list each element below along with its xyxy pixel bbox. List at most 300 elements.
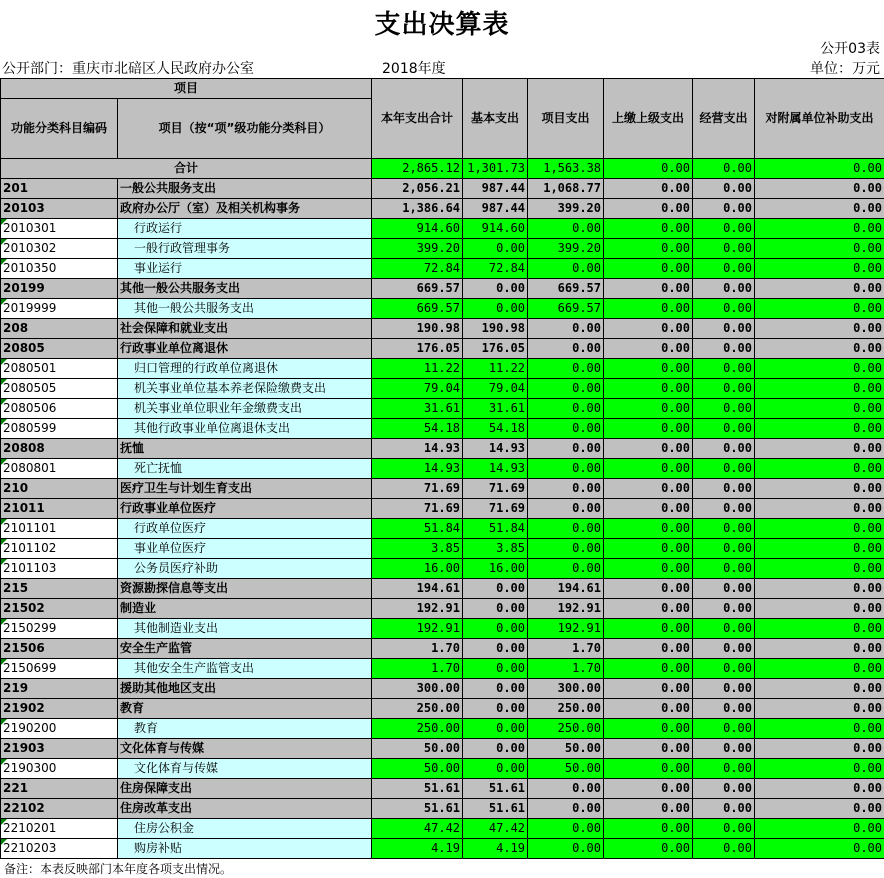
row-value: 0.00 <box>604 559 693 579</box>
row-value: 190.98 <box>463 319 528 339</box>
table-row <box>1 619 884 639</box>
row-value: 0.00 <box>755 759 884 779</box>
row-name: 行政单位医疗 <box>118 519 372 539</box>
header-subsidy: 对附属单位补助支出 <box>755 79 884 159</box>
header-project-expenditure: 项目支出 <box>528 79 604 159</box>
row-value: 0.00 <box>755 259 884 279</box>
row-value: 0.00 <box>528 539 604 559</box>
row-value: 0.00 <box>755 279 884 299</box>
row-value: 0.00 <box>604 579 693 599</box>
row-value: 914.60 <box>372 219 463 239</box>
row-name: 安全生产监管 <box>118 639 372 659</box>
row-value: 0.00 <box>528 779 604 799</box>
row-value: 0.00 <box>604 439 693 459</box>
row-value: 72.84 <box>463 259 528 279</box>
row-value: 0.00 <box>693 439 755 459</box>
row-value: 0.00 <box>755 179 884 199</box>
table-row <box>1 499 884 519</box>
table-row <box>1 579 884 599</box>
table-row <box>1 519 884 539</box>
row-value: 0.00 <box>528 819 604 839</box>
row-value: 0.00 <box>693 639 755 659</box>
table-row <box>1 319 884 339</box>
table-row <box>1 379 884 399</box>
row-value: 0.00 <box>604 179 693 199</box>
row-value: 250.00 <box>528 699 604 719</box>
row-value: 669.57 <box>528 299 604 319</box>
header-name: 项目（按“项”级功能分类科目） <box>118 99 372 159</box>
row-code: 219 <box>1 679 118 699</box>
table-row <box>1 559 884 579</box>
row-name: 教育 <box>118 699 372 719</box>
row-value: 0.00 <box>604 459 693 479</box>
total-cell: 0.00 <box>755 159 884 179</box>
row-value: 0.00 <box>604 479 693 499</box>
row-value: 0.00 <box>693 779 755 799</box>
row-code: 2080506 <box>1 399 118 419</box>
row-value: 0.00 <box>528 499 604 519</box>
row-value: 0.00 <box>528 799 604 819</box>
department-label: 公开部门：重庆市北碚区人民政府办公室 <box>2 61 254 77</box>
row-value: 914.60 <box>463 219 528 239</box>
row-value: 0.00 <box>755 379 884 399</box>
row-name: 社会保障和就业支出 <box>118 319 372 339</box>
row-value: 0.00 <box>693 739 755 759</box>
row-value: 0.00 <box>693 399 755 419</box>
row-value: 2,056.21 <box>372 179 463 199</box>
row-code: 2150299 <box>1 619 118 639</box>
row-value: 0.00 <box>755 399 884 419</box>
row-value: 0.00 <box>463 599 528 619</box>
row-value: 0.00 <box>693 479 755 499</box>
row-name: 住房公积金 <box>118 819 372 839</box>
table-row <box>1 839 884 859</box>
row-value: 0.00 <box>693 359 755 379</box>
row-value: 0.00 <box>693 219 755 239</box>
row-value: 0.00 <box>693 619 755 639</box>
row-value: 0.00 <box>604 599 693 619</box>
row-value: 0.00 <box>693 179 755 199</box>
table-row <box>1 699 884 719</box>
row-value: 0.00 <box>755 679 884 699</box>
row-name: 其他安全生产监管支出 <box>118 659 372 679</box>
row-value: 0.00 <box>693 319 755 339</box>
row-name: 抚恤 <box>118 439 372 459</box>
row-value: 0.00 <box>463 699 528 719</box>
row-name: 援助其他地区支出 <box>118 679 372 699</box>
row-value: 0.00 <box>755 459 884 479</box>
row-value: 987.44 <box>463 179 528 199</box>
table-row <box>1 259 884 279</box>
row-value: 0.00 <box>755 199 884 219</box>
row-value: 1.70 <box>372 639 463 659</box>
header-upper: 上缴上级支出 <box>604 79 693 159</box>
row-value: 0.00 <box>604 259 693 279</box>
row-value: 0.00 <box>463 679 528 699</box>
row-value: 0.00 <box>693 679 755 699</box>
row-value: 0.00 <box>755 599 884 619</box>
table-row <box>1 679 884 699</box>
row-value: 0.00 <box>693 239 755 259</box>
row-value: 0.00 <box>604 619 693 639</box>
row-name: 文化体育与传媒 <box>118 759 372 779</box>
row-value: 0.00 <box>693 699 755 719</box>
row-value: 11.22 <box>463 359 528 379</box>
row-code: 2080599 <box>1 419 118 439</box>
row-code: 21506 <box>1 639 118 659</box>
table-row <box>1 419 884 439</box>
row-value: 0.00 <box>528 519 604 539</box>
row-value: 4.19 <box>463 839 528 859</box>
row-value: 0.00 <box>604 359 693 379</box>
row-value: 0.00 <box>604 799 693 819</box>
row-value: 190.98 <box>372 319 463 339</box>
row-value: 0.00 <box>528 319 604 339</box>
row-code: 2101102 <box>1 539 118 559</box>
total-cell: 2,865.12 <box>372 159 463 179</box>
page-title: 支出决算表 <box>374 10 510 40</box>
header-code: 功能分类科目编码 <box>1 99 118 159</box>
row-value: 0.00 <box>604 239 693 259</box>
row-code: 208 <box>1 319 118 339</box>
row-name: 公务员医疗补助 <box>118 559 372 579</box>
table-row <box>1 339 884 359</box>
row-value: 669.57 <box>372 299 463 319</box>
table-row <box>1 599 884 619</box>
row-value: 0.00 <box>604 279 693 299</box>
row-value: 0.00 <box>693 259 755 279</box>
row-name: 机关事业单位职业年金缴费支出 <box>118 399 372 419</box>
row-name: 行政运行 <box>118 219 372 239</box>
row-value: 192.91 <box>372 619 463 639</box>
row-value: 1.70 <box>372 659 463 679</box>
row-value: 0.00 <box>693 759 755 779</box>
row-value: 0.00 <box>528 379 604 399</box>
row-value: 71.69 <box>463 479 528 499</box>
row-value: 0.00 <box>604 679 693 699</box>
row-value: 0.00 <box>755 699 884 719</box>
row-value: 0.00 <box>755 359 884 379</box>
row-value: 0.00 <box>604 379 693 399</box>
row-value: 669.57 <box>372 279 463 299</box>
row-value: 0.00 <box>755 839 884 859</box>
table-row <box>1 439 884 459</box>
row-value: 0.00 <box>693 719 755 739</box>
row-value: 194.61 <box>528 579 604 599</box>
row-name: 教育 <box>118 719 372 739</box>
row-value: 300.00 <box>372 679 463 699</box>
row-code: 2190200 <box>1 719 118 739</box>
row-value: 0.00 <box>755 519 884 539</box>
header-basic: 基本支出 <box>463 79 528 159</box>
row-value: 0.00 <box>528 479 604 499</box>
row-value: 0.00 <box>604 299 693 319</box>
table-row <box>1 819 884 839</box>
row-value: 0.00 <box>604 499 693 519</box>
row-value: 51.84 <box>463 519 528 539</box>
row-value: 0.00 <box>755 719 884 739</box>
row-code: 20805 <box>1 339 118 359</box>
row-value: 0.00 <box>693 279 755 299</box>
row-value: 31.61 <box>463 399 528 419</box>
row-value: 0.00 <box>604 719 693 739</box>
row-code: 21011 <box>1 499 118 519</box>
row-value: 0.00 <box>693 419 755 439</box>
row-value: 0.00 <box>693 819 755 839</box>
total-cell: 0.00 <box>693 159 755 179</box>
row-value: 0.00 <box>528 259 604 279</box>
row-value: 16.00 <box>463 559 528 579</box>
row-name: 归口管理的行政单位离退休 <box>118 359 372 379</box>
row-code: 210 <box>1 479 118 499</box>
row-value: 0.00 <box>528 219 604 239</box>
row-value: 300.00 <box>528 679 604 699</box>
row-value: 0.00 <box>528 839 604 859</box>
row-value: 54.18 <box>372 419 463 439</box>
year-label: 2018年度 <box>382 61 446 77</box>
row-value: 250.00 <box>372 719 463 739</box>
table-row <box>1 459 884 479</box>
table-row <box>1 719 884 739</box>
row-value: 51.61 <box>372 799 463 819</box>
row-name: 事业运行 <box>118 259 372 279</box>
row-code: 2010350 <box>1 259 118 279</box>
header-operating: 经营支出 <box>693 79 755 159</box>
table-row <box>1 739 884 759</box>
table-row <box>1 359 884 379</box>
row-value: 0.00 <box>755 439 884 459</box>
row-name: 一般行政管理事务 <box>118 239 372 259</box>
row-name: 住房保障支出 <box>118 779 372 799</box>
table-code: 公开03表 <box>820 41 880 57</box>
row-code: 20199 <box>1 279 118 299</box>
row-value: 0.00 <box>693 599 755 619</box>
table-row <box>1 799 884 819</box>
table-row <box>1 239 884 259</box>
expenditure-table <box>0 78 884 859</box>
row-value: 399.20 <box>528 199 604 219</box>
row-value: 14.93 <box>372 459 463 479</box>
table-row <box>1 299 884 319</box>
row-value: 0.00 <box>693 579 755 599</box>
row-code: 2190300 <box>1 759 118 779</box>
row-value: 0.00 <box>755 419 884 439</box>
row-name: 行政事业单位医疗 <box>118 499 372 519</box>
row-value: 0.00 <box>528 459 604 479</box>
row-value: 0.00 <box>528 359 604 379</box>
row-value: 194.61 <box>372 579 463 599</box>
row-value: 0.00 <box>604 659 693 679</box>
row-value: 79.04 <box>463 379 528 399</box>
row-value: 0.00 <box>755 619 884 639</box>
row-value: 0.00 <box>463 239 528 259</box>
row-name: 政府办公厅（室）及相关机构事务 <box>118 199 372 219</box>
table-row <box>1 779 884 799</box>
row-value: 0.00 <box>463 619 528 639</box>
row-code: 2010302 <box>1 239 118 259</box>
row-code: 2080505 <box>1 379 118 399</box>
total-row <box>1 159 884 179</box>
row-value: 51.61 <box>372 779 463 799</box>
row-value: 4.19 <box>372 839 463 859</box>
row-value: 1,068.77 <box>528 179 604 199</box>
row-value: 176.05 <box>372 339 463 359</box>
table-row <box>1 399 884 419</box>
row-value: 71.69 <box>463 499 528 519</box>
row-value: 16.00 <box>372 559 463 579</box>
row-value: 0.00 <box>528 399 604 419</box>
row-value: 192.91 <box>372 599 463 619</box>
row-value: 0.00 <box>463 639 528 659</box>
row-value: 0.00 <box>604 699 693 719</box>
row-value: 3.85 <box>372 539 463 559</box>
footnote: 备注：本表反映部门本年度各项支出情况。 <box>4 862 233 876</box>
row-value: 0.00 <box>755 559 884 579</box>
row-value: 0.00 <box>755 779 884 799</box>
row-value: 0.00 <box>604 319 693 339</box>
row-value: 0.00 <box>463 759 528 779</box>
header-total: 本年支出合计 <box>372 79 463 159</box>
row-name: 文化体育与传媒 <box>118 739 372 759</box>
row-code: 201 <box>1 179 118 199</box>
row-code: 21902 <box>1 699 118 719</box>
row-value: 987.44 <box>463 199 528 219</box>
row-value: 0.00 <box>693 799 755 819</box>
row-value: 47.42 <box>372 819 463 839</box>
total-cell: 1,563.38 <box>528 159 604 179</box>
row-value: 0.00 <box>693 559 755 579</box>
row-value: 0.00 <box>604 779 693 799</box>
row-value: 250.00 <box>528 719 604 739</box>
row-code: 2150699 <box>1 659 118 679</box>
row-value: 0.00 <box>693 379 755 399</box>
row-value: 14.93 <box>372 439 463 459</box>
row-value: 31.61 <box>372 399 463 419</box>
row-name: 一般公共服务支出 <box>118 179 372 199</box>
table-row <box>1 639 884 659</box>
row-value: 14.93 <box>463 459 528 479</box>
row-value: 0.00 <box>528 439 604 459</box>
table-row <box>1 279 884 299</box>
table-row <box>1 659 884 679</box>
row-code: 21903 <box>1 739 118 759</box>
row-code: 221 <box>1 779 118 799</box>
table-row <box>1 219 884 239</box>
row-code: 2101103 <box>1 559 118 579</box>
row-value: 399.20 <box>372 239 463 259</box>
row-value: 250.00 <box>372 699 463 719</box>
table-row <box>1 479 884 499</box>
row-value: 0.00 <box>755 539 884 559</box>
row-value: 54.18 <box>463 419 528 439</box>
row-name: 制造业 <box>118 599 372 619</box>
row-name: 其他行政事业单位离退休支出 <box>118 419 372 439</box>
row-code: 2101101 <box>1 519 118 539</box>
row-value: 14.93 <box>463 439 528 459</box>
table-row <box>1 539 884 559</box>
row-value: 11.22 <box>372 359 463 379</box>
row-code: 20808 <box>1 439 118 459</box>
header-project: 项目 <box>1 79 372 99</box>
total-cell: 1,301.73 <box>463 159 528 179</box>
row-value: 192.91 <box>528 619 604 639</box>
row-code: 2010301 <box>1 219 118 239</box>
row-value: 0.00 <box>693 499 755 519</box>
row-value: 0.00 <box>463 659 528 679</box>
row-value: 176.05 <box>463 339 528 359</box>
row-value: 50.00 <box>528 739 604 759</box>
row-value: 0.00 <box>755 579 884 599</box>
row-value: 0.00 <box>604 419 693 439</box>
row-value: 0.00 <box>528 419 604 439</box>
row-value: 0.00 <box>604 339 693 359</box>
row-value: 79.04 <box>372 379 463 399</box>
row-code: 2210203 <box>1 839 118 859</box>
row-value: 47.42 <box>463 819 528 839</box>
row-value: 0.00 <box>604 519 693 539</box>
row-name: 其他制造业支出 <box>118 619 372 639</box>
row-value: 0.00 <box>693 519 755 539</box>
row-value: 0.00 <box>755 239 884 259</box>
row-value: 0.00 <box>755 639 884 659</box>
row-code: 21502 <box>1 599 118 619</box>
row-name: 机关事业单位基本养老保险缴费支出 <box>118 379 372 399</box>
row-value: 1.70 <box>528 659 604 679</box>
total-label: 合计 <box>1 159 372 179</box>
row-code: 2080501 <box>1 359 118 379</box>
row-name: 住房改革支出 <box>118 799 372 819</box>
row-value: 0.00 <box>693 839 755 859</box>
row-code: 20103 <box>1 199 118 219</box>
row-value: 0.00 <box>604 759 693 779</box>
row-value: 0.00 <box>693 299 755 319</box>
row-value: 0.00 <box>463 719 528 739</box>
row-value: 0.00 <box>463 579 528 599</box>
unit-label: 单位：万元 <box>810 61 880 77</box>
row-value: 51.61 <box>463 799 528 819</box>
table-row <box>1 759 884 779</box>
row-code: 2210201 <box>1 819 118 839</box>
row-value: 0.00 <box>755 339 884 359</box>
row-value: 51.84 <box>372 519 463 539</box>
row-name: 购房补贴 <box>118 839 372 859</box>
header-row-1 <box>1 79 884 99</box>
row-value: 0.00 <box>755 299 884 319</box>
row-value: 0.00 <box>528 559 604 579</box>
row-value: 0.00 <box>604 199 693 219</box>
row-name: 其他一般公共服务支出 <box>118 279 372 299</box>
row-value: 0.00 <box>755 479 884 499</box>
row-name: 行政事业单位离退休 <box>118 339 372 359</box>
row-value: 50.00 <box>372 739 463 759</box>
row-code: 2019999 <box>1 299 118 319</box>
row-value: 0.00 <box>693 539 755 559</box>
table-row <box>1 179 884 199</box>
row-name: 资源勘探信息等支出 <box>118 579 372 599</box>
row-value: 72.84 <box>372 259 463 279</box>
row-value: 399.20 <box>528 239 604 259</box>
row-value: 50.00 <box>372 759 463 779</box>
row-value: 71.69 <box>372 499 463 519</box>
row-value: 0.00 <box>604 739 693 759</box>
row-name: 医疗卫生与计划生育支出 <box>118 479 372 499</box>
row-name: 事业单位医疗 <box>118 539 372 559</box>
row-value: 192.91 <box>528 599 604 619</box>
row-value: 0.00 <box>463 739 528 759</box>
row-value: 0.00 <box>755 319 884 339</box>
row-value: 0.00 <box>693 339 755 359</box>
row-value: 50.00 <box>528 759 604 779</box>
